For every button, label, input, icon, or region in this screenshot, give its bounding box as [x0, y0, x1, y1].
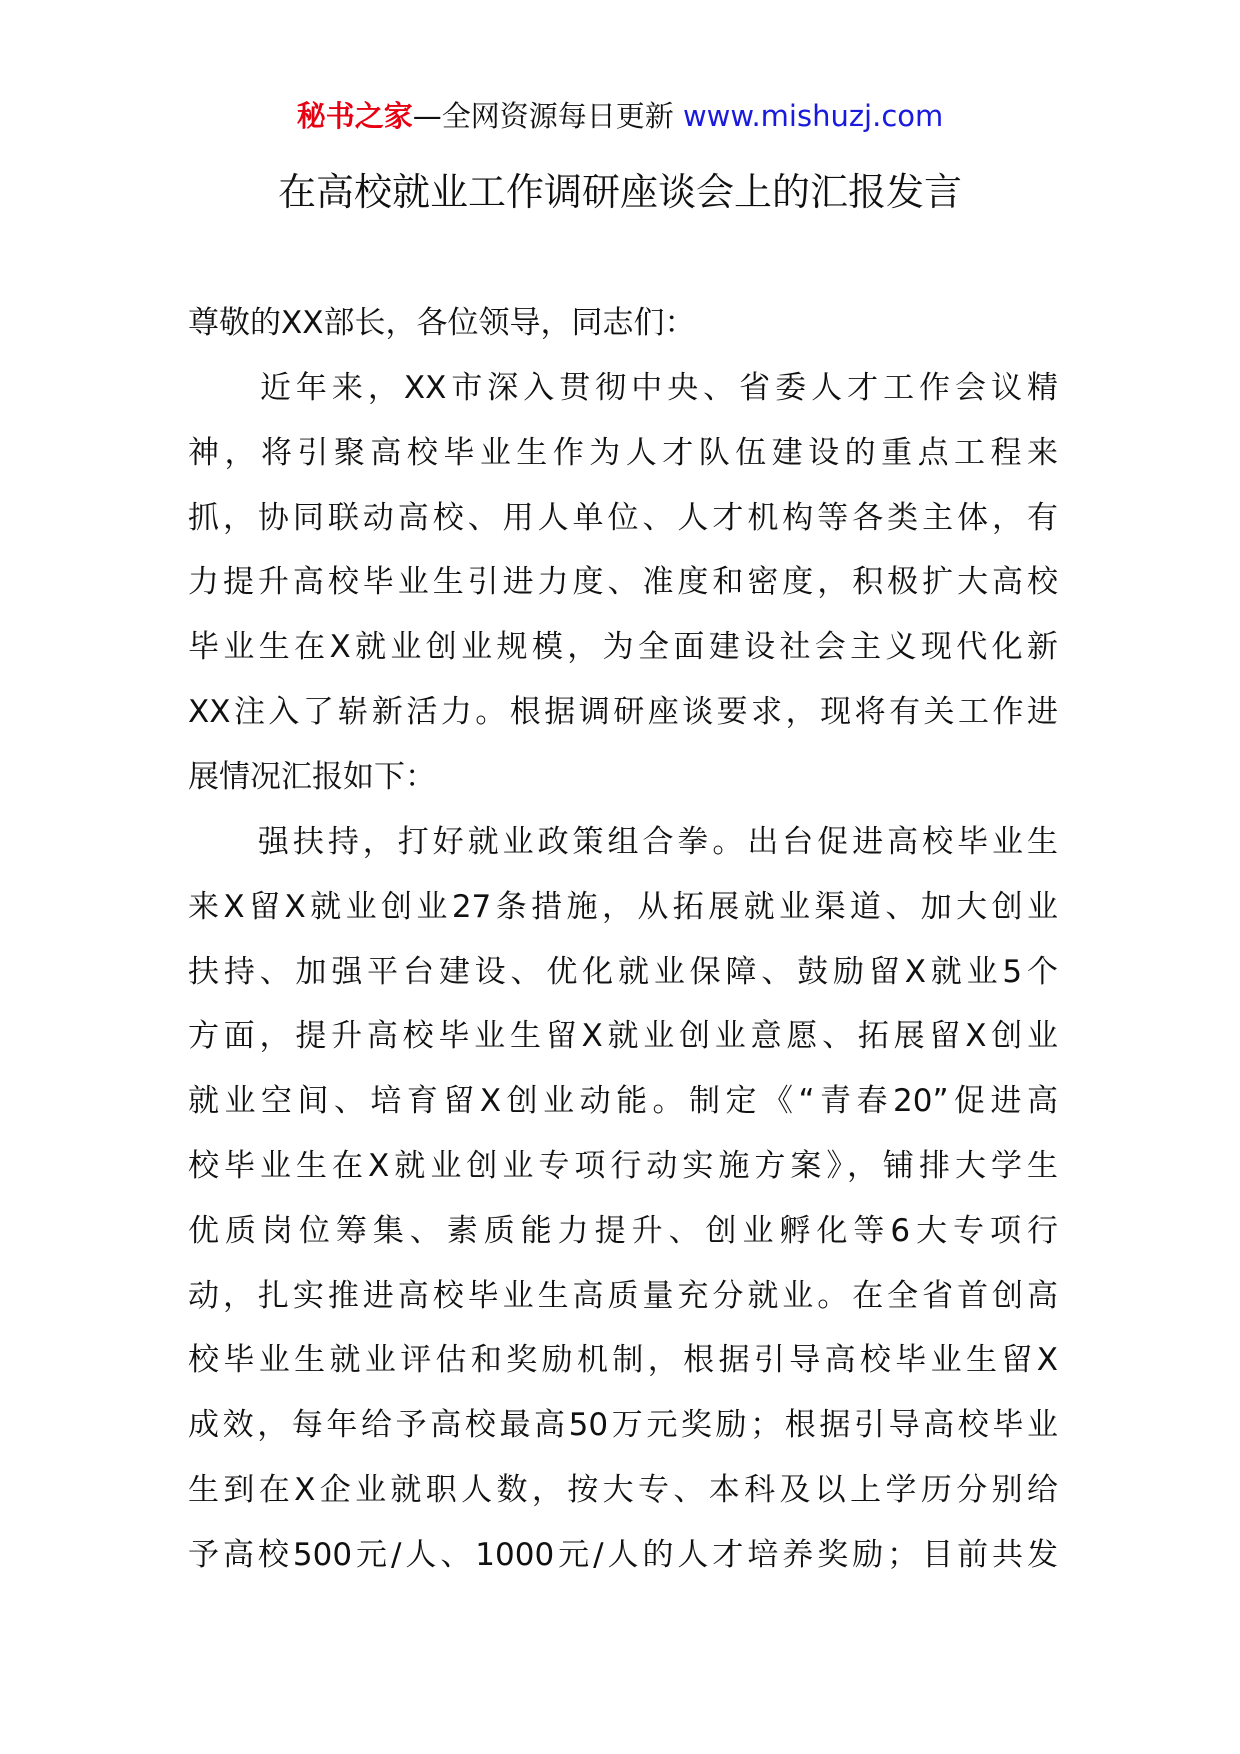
text-line: 校毕业生就业评估和奖励机制，根据引导高校毕业生留X [188, 1342, 1058, 1379]
text-line: XX注入了崭新活力。根据调研座谈要求，现将有关工作进 [188, 693, 1058, 730]
text-line: 力提升高校毕业生引进力度、准度和密度，积极扩大高校 [188, 564, 1058, 601]
text-line: 扶持、加强平台建设、优化就业保障、鼓励留X就业5个 [188, 953, 1058, 990]
text-line: 方面，提升高校毕业生留X就业创业意愿、拓展留X创业 [188, 1018, 1058, 1055]
text-line: 动，扎实推进高校毕业生高质量充分就业。在全省首创高 [188, 1277, 1058, 1314]
text-line: 毕业生在X就业创业规模，为全面建设社会主义现代化新 [188, 629, 1058, 666]
text-line: 强扶持，打好就业政策组合拳。出台促进高校毕业生 [188, 824, 1058, 860]
greeting-line: 尊敬的XX部长，各位领导，同志们： [188, 305, 696, 341]
text-line: 校毕业生在X就业创业专项行动实施方案》，铺排大学生 [188, 1147, 1058, 1184]
text-line: 抓，协同联动高校、用人单位、人才机构等各类主体，有 [188, 499, 1058, 536]
paragraph-1 [188, 356, 1058, 810]
text-line: 予高校500元/人、1000元/人的人才培养奖励；目前共发 [188, 1536, 1058, 1573]
text-line: 就业空间、培育留X创业动能。制定《“青春20”促进高 [188, 1083, 1058, 1120]
text-line: 生到在X企业就职人数，按大专、本科及以上学历分别给 [188, 1471, 1058, 1508]
greeting [188, 291, 1058, 356]
document-title: 在高校就业工作调研座谈会上的汇报发言 [277, 170, 962, 214]
text-line: 近年来，XX市深入贯彻中央、省委人才工作会议精 [188, 370, 1058, 406]
text-line: 来X留X就业创业27条措施，从拓展就业渠道、加大创业 [188, 888, 1058, 925]
text-line: 优质岗位筹集、素质能力提升、创业孵化等6大专项行 [188, 1212, 1058, 1249]
brand-name: 秘书之家 [296, 99, 413, 133]
header-tagline: —全网资源每日更新 [412, 99, 674, 133]
paragraph-2 [188, 810, 1058, 1588]
site-header [0, 96, 1240, 136]
text-line: 展情况汇报如下： [188, 758, 436, 795]
text-line: 成效，每年给予高校最高50万元奖励；根据引导高校毕业 [188, 1407, 1058, 1444]
site-url-link[interactable]: www.mishuzj.com [682, 99, 944, 133]
text-line: 神，将引聚高校毕业生作为人才队伍建设的重点工程来 [188, 434, 1058, 471]
